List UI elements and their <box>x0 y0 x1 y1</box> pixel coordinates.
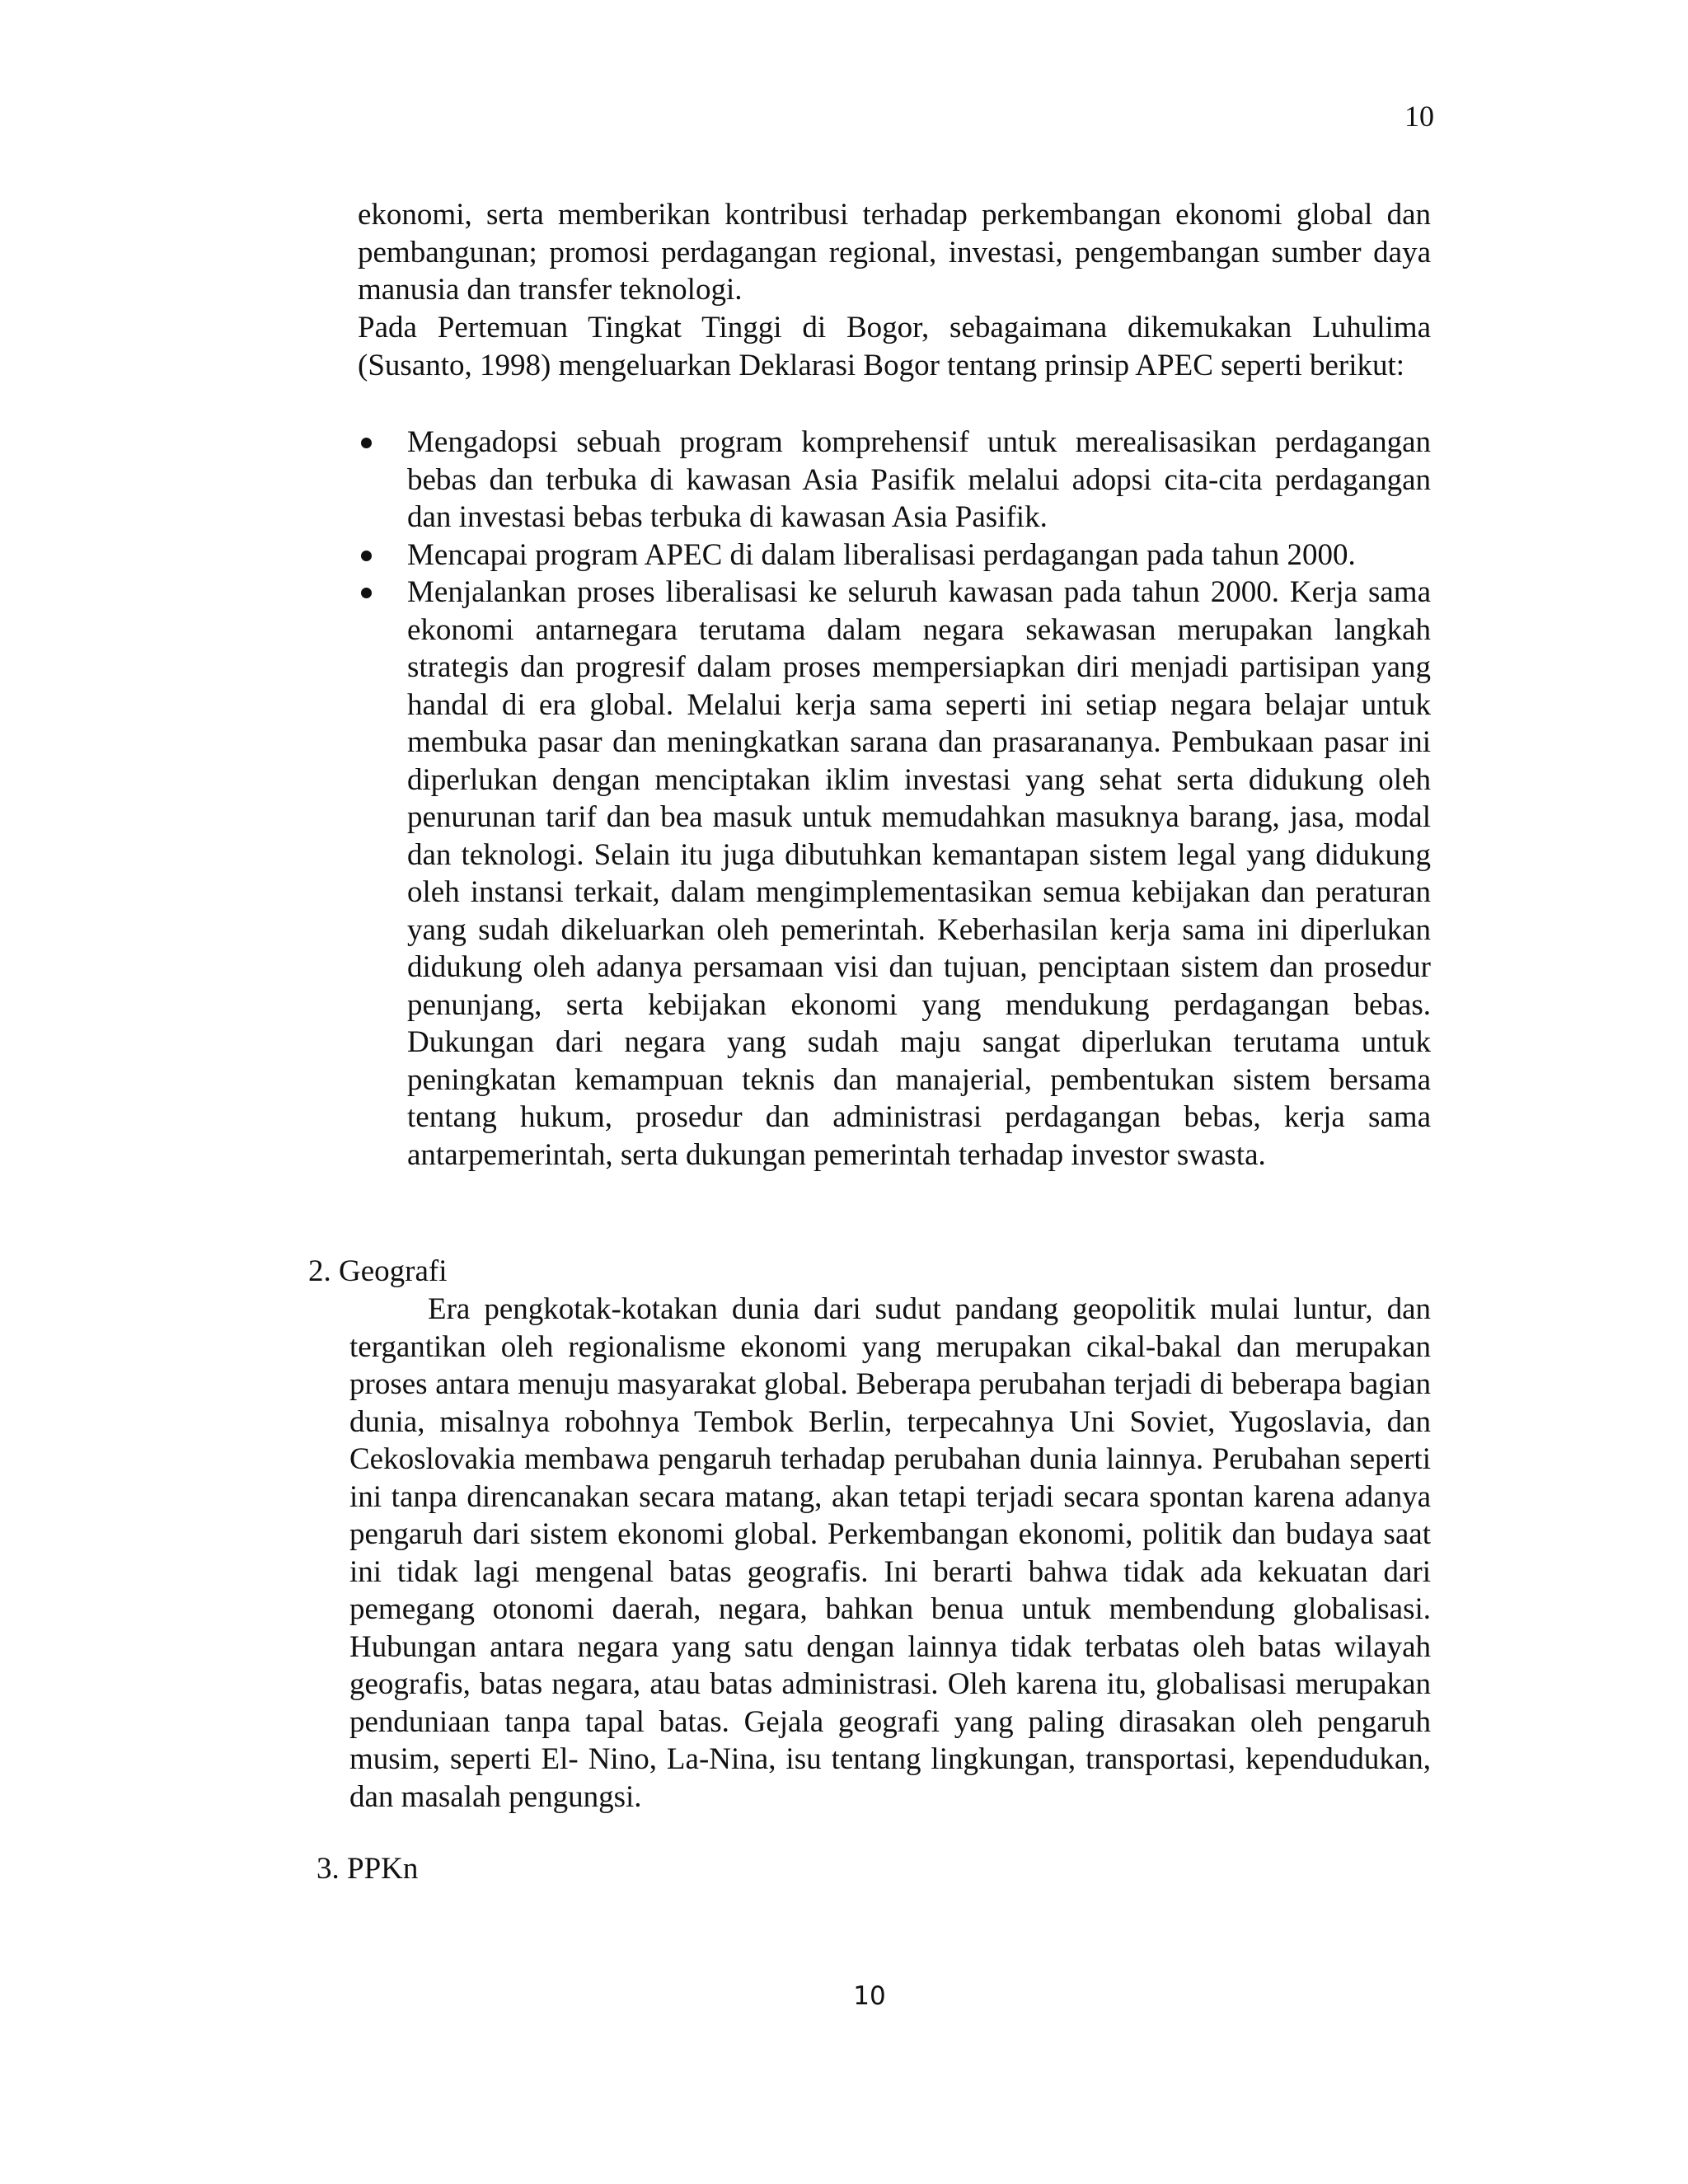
list-item-text: Mengadopsi sebuah program komprehensif untuk merealisasikan perdagangan bebas dan terbuka di kawasan Asia Pasifik melalui adopsi cita-cita perdagangan dan investasi bebas terbuka di kawasan Asia Pasifik. <box>407 425 1431 534</box>
list-item-text: Mencapai program APEC di dalam liberalisasi perdagangan pada tahun 2000. <box>407 537 1356 572</box>
section-heading-geografi: 2. Geografi <box>308 1254 448 1288</box>
bullet-icon <box>361 438 372 448</box>
list-item <box>358 537 1431 574</box>
page-number-bottom: 10 <box>853 1981 886 2011</box>
list-item <box>358 424 1431 537</box>
section-heading-ppkn: 3. PPKn <box>316 1852 419 1886</box>
bullet-icon <box>361 588 372 598</box>
intro-paragraph: ekonomi, serta memberikan kontribusi terhadap perkembangan ekonomi global dan pembangunan; promosi perdagangan regional, investasi, pengembangan sumber daya manusia dan transfer teknologi. <box>358 198 1431 307</box>
list-item-text: Menjalankan proses liberalisasi ke seluruh kawasan pada tahun 2000. Kerja sama ekonomi antarnegara terutama dalam negara sekawasan merupakan langkah strategis dan progresif dalam proses mempersiapkan diri menjadi partisipan yang handal di era global. Melalui kerja sama seperti ini setiap negara belajar untuk membuka pasar dan meningkatkan sarana dan prasarananya. Pembukaan pasar ini diperlukan dengan menciptakan iklim investasi yang sehat serta didukung oleh penurunan tarif dan bea masuk untuk memudahkan masuknya barang, jasa, modal dan teknologi. Selain itu juga dibutuhkan kemantapan sistem legal yang didukung oleh instansi terkait, dalam mengimplementasikan semua kebijakan dan peraturan yang sudah dikeluarkan oleh pemerintah. Keberhasilan kerja sama ini diperlukan didukung oleh adanya persamaan visi dan tujuan, penciptaan sistem dan prosedur penunjang, serta kebijakan ekonomi yang mendukung perdagangan bebas. Dukungan dari negara yang sudah maju sangat diperlukan terutama untuk peningkatan kemampuan teknis dan manajerial, pembentukan sistem bersama tentang hukum, prosedur dan administrasi perdagangan bebas, kerja sama antarpemerintah, serta dukungan pemerintah terhadap investor swasta. <box>407 575 1431 1172</box>
apec-principles-list <box>358 424 1431 1174</box>
page-number-top: 10 <box>1404 100 1434 133</box>
bullet-icon <box>361 551 372 561</box>
geografi-paragraph: Era pengkotak-kotakan dunia dari sudut pandang geopolitik mulai luntur, dan tergantikan oleh regionalisme ekonomi yang merupakan cikal-bakal dan merupakan proses antara menuju masyarakat global. Beberapa perubahan terjadi di beberapa bagian dunia, misalnya robohnya Tembok Berlin, terpecahnya Uni Soviet, Yugoslavia, dan Cekoslovakia membawa pengaruh terhadap perubahan dunia lainnya. Perubahan seperti ini tanpa direncanakan secara matang, akan tetapi terjadi secara spontan karena adanya pengaruh dari sistem ekonomi global. Perkembangan ekonomi, politik dan budaya saat ini tidak lagi mengenal batas geografis. Ini berarti bahwa tidak ada kekuatan dari pemegang otonomi daerah, negara, bahkan benua untuk membendung globalisasi. Hubungan antara negara yang satu dengan lainnya tidak terbatas oleh batas wilayah geografis, batas negara, atau batas administrasi. Oleh karena itu, globalisasi merupakan penduniaan tanpa tapal batas. Gejala geografi yang paling dirasakan oleh pengaruh musim, seperti El- Nino, La-Nina, isu tentang lingkungan, transportasi, kependudukan, dan masalah pengungsi. <box>349 1292 1431 1814</box>
list-item <box>358 574 1431 1174</box>
bogor-declaration-paragraph: Pada Pertemuan Tingkat Tinggi di Bogor, sebagaimana dikemukakan Luhulima (Susanto, 1998) mengeluarkan Deklarasi Bogor tentang prinsip APEC seperti berikut: <box>358 311 1431 382</box>
